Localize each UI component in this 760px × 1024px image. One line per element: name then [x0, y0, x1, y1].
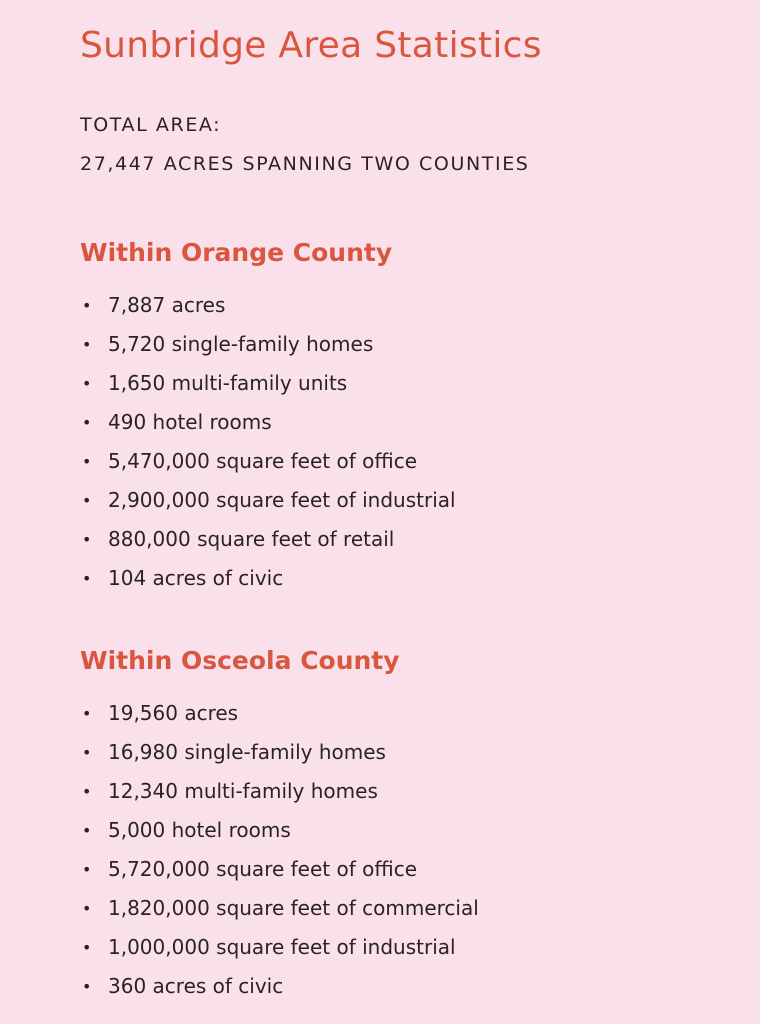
list-item [80, 928, 700, 967]
list-item-text: 104 acres of civic [108, 566, 284, 590]
list-item-text: 7,887 acres [108, 293, 226, 317]
list-item-text: 1,650 multi-family units [108, 371, 348, 395]
page-title: Sunbridge Area Statistics [80, 25, 542, 66]
list-item-text: 16,980 single-family homes [108, 740, 386, 764]
list-item-text: 1,000,000 square feet of industrial [108, 935, 456, 959]
list-item [80, 967, 700, 1006]
bullet-icon: • [82, 977, 92, 996]
bullet-icon: • [82, 899, 92, 918]
list-item [80, 772, 700, 811]
bullet-icon: • [82, 743, 92, 762]
total-area-block [80, 106, 700, 184]
bullet-icon: • [82, 335, 92, 354]
bullet-icon: • [82, 452, 92, 471]
list-item-text: 5,000 hotel rooms [108, 818, 291, 842]
osceola-county-heading: Within Osceola County [80, 646, 400, 675]
list-item-text: 5,470,000 square feet of office [108, 449, 417, 473]
bullet-icon: • [82, 821, 92, 840]
list-item [80, 694, 700, 733]
list-item [80, 889, 700, 928]
bullet-icon: • [82, 704, 92, 723]
list-item-text: 880,000 square feet of retail [108, 527, 395, 551]
list-item [80, 520, 700, 559]
bullet-icon: • [82, 491, 92, 510]
bullet-icon: • [82, 782, 92, 801]
bullet-icon: • [82, 569, 92, 588]
list-item [80, 850, 700, 889]
total-area-value: 27,447 ACRES SPANNING TWO COUNTIES [80, 153, 530, 175]
list-item [80, 403, 700, 442]
bullet-icon: • [82, 938, 92, 957]
list-item [80, 811, 700, 850]
bullet-icon: • [82, 530, 92, 549]
list-item-text: 5,720,000 square feet of office [108, 857, 417, 881]
bullet-icon: • [82, 296, 92, 315]
list-item-text: 1,820,000 square feet of commercial [108, 896, 479, 920]
total-area-label: TOTAL AREA: [80, 114, 222, 136]
orange-county-list [80, 286, 700, 598]
list-item [80, 325, 700, 364]
osceola-county-list [80, 694, 700, 1006]
list-item [80, 733, 700, 772]
bullet-icon: • [82, 374, 92, 393]
orange-county-heading: Within Orange County [80, 238, 393, 267]
list-item-text: 490 hotel rooms [108, 410, 272, 434]
list-item [80, 286, 700, 325]
list-item-text: 5,720 single-family homes [108, 332, 374, 356]
bullet-icon: • [82, 413, 92, 432]
list-item [80, 364, 700, 403]
list-item-text: 19,560 acres [108, 701, 239, 725]
list-item-text: 12,340 multi-family homes [108, 779, 378, 803]
list-item [80, 442, 700, 481]
list-item [80, 481, 700, 520]
list-item [80, 559, 700, 598]
bullet-icon: • [82, 860, 92, 879]
list-item-text: 360 acres of civic [108, 974, 284, 998]
list-item-text: 2,900,000 square feet of industrial [108, 488, 456, 512]
